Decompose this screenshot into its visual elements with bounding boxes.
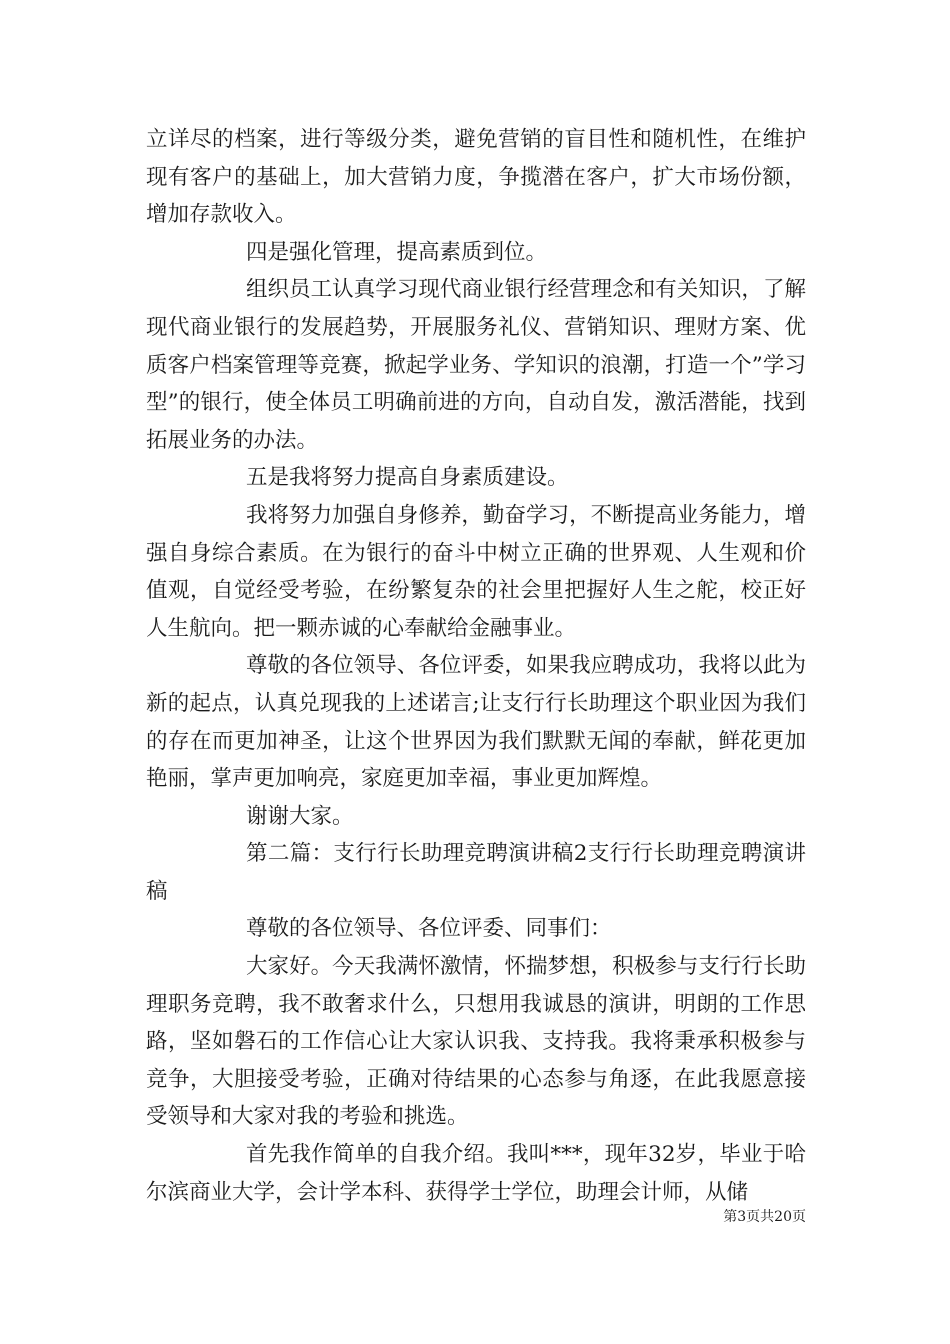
document-body bbox=[146, 121, 806, 1211]
page-number: 第3页共20页 bbox=[723, 1209, 806, 1225]
section-heading: 第二篇：支行行长助理竞聘演讲稿2支行行长助理竞聘演讲稿 bbox=[146, 841, 806, 904]
paragraph: 首先我作简单的自我介绍。我叫***，现年32岁，毕业于哈尔滨商业大学，会计学本科、获得学士学位，助理会计师，从储 bbox=[146, 1142, 806, 1205]
paragraph: 尊敬的各位领导、各位评委、同事们： bbox=[246, 916, 612, 942]
paragraph: 立详尽的档案，进行等级分类，避免营销的盲目性和随机性，在维护现有客户的基础上，加大营销力度，争揽潜在客户，扩大市场份额，增加存款收入。 bbox=[146, 127, 806, 228]
paragraph: 五是我将努力提高自身素质建设。 bbox=[246, 465, 569, 491]
paragraph: 组织员工认真学习现代商业银行经营理念和有关知识，了解现代商业银行的发展趋势，开展服务礼仪、营销知识、理财方案、优质客户档案管理等竞赛，掀起学业务、学知识的浪潮，打造一个”学习型”的银行，使全体员工明确前进的方向，自动自发，激活潜能，找到拓展业务的办法。 bbox=[146, 277, 806, 453]
paragraph: 四是强化管理，提高素质到位。 bbox=[246, 239, 548, 265]
paragraph: 尊敬的各位领导、各位评委，如果我应聘成功，我将以此为新的起点，认真兑现我的上述诺言;让支行行长助理这个职业因为我们的存在而更加神圣，让这个世界因为我们默默无闻的奉献，鲜花更加艳丽，掌声更加响亮，家庭更加幸福，事业更加辉煌。 bbox=[146, 653, 806, 792]
paragraph: 我将努力加强自身修养，勤奋学习，不断提高业务能力，增强自身综合素质。在为银行的奋斗中树立正确的世界观、人生观和价值观，自觉经受考验，在纷繁复杂的社会里把握好人生之舵，校正好人生航向。把一颗赤诚的心奉献给金融事业。 bbox=[146, 502, 806, 641]
paragraph: 谢谢大家。 bbox=[246, 803, 354, 829]
paragraph: 大家好。今天我满怀激情，怀揣梦想，积极参与支行行长助理职务竞聘，我不敢奢求什么，只想用我诚恳的演讲，明朗的工作思路，坚如磐石的工作信心让大家认识我、支持我。我将秉承积极参与竞争，大胆接受考验，正确对待结果的心态参与角逐，在此我愿意接受领导和大家对我的考验和挑选。 bbox=[146, 954, 806, 1130]
